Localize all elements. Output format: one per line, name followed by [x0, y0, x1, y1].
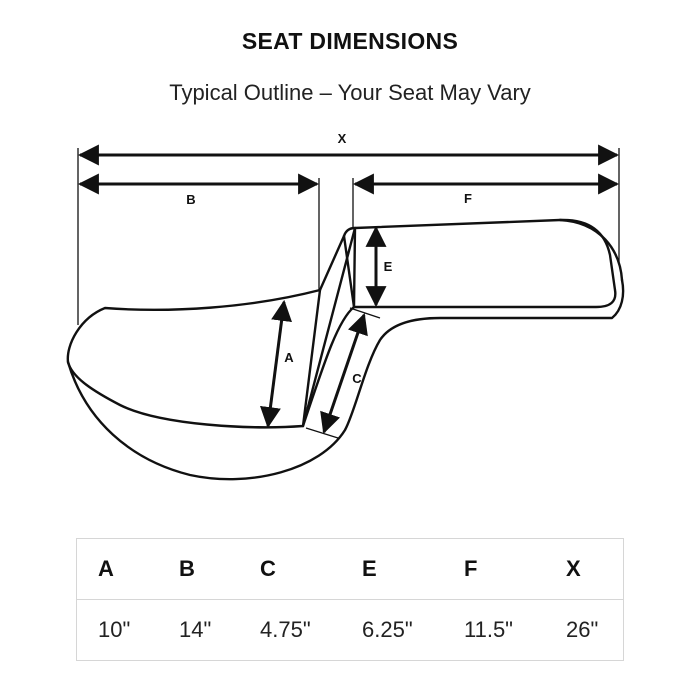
- value-cell-c: 4.75": [260, 617, 311, 642]
- dimensions-table: [76, 538, 624, 661]
- header-cell-a: A: [98, 556, 114, 581]
- seat-outline: [68, 220, 623, 479]
- dim-f-label: F: [464, 191, 472, 206]
- header-cell-f: F: [464, 556, 478, 581]
- seat-pillion: [354, 220, 615, 307]
- value-cell-f: 11.5": [464, 617, 513, 642]
- dim-e-label: E: [383, 259, 393, 274]
- header-cell-e: E: [362, 556, 377, 581]
- value-cell-x: 26": [566, 617, 599, 642]
- dim-a-label: A: [284, 350, 294, 365]
- dim-b-label: B: [186, 192, 196, 207]
- header-cell-x: X: [566, 556, 581, 581]
- value-cell-b: 14": [179, 617, 212, 642]
- dim-x-label: X: [337, 131, 347, 146]
- ext-c-bottom: [306, 428, 338, 438]
- page-subtitle: Typical Outline – Your Seat May Vary: [169, 80, 531, 105]
- dimensions-value-row: [77, 600, 623, 660]
- extension-lines: [78, 148, 619, 438]
- dimension-arrows: [80, 155, 617, 432]
- value-cell-e: 6.25": [362, 617, 413, 642]
- dim-c-label: C: [352, 371, 362, 386]
- dimensions-header-row: [77, 539, 623, 600]
- page-title: SEAT DIMENSIONS: [241, 28, 459, 54]
- value-cell-a: 10": [98, 617, 131, 642]
- header-cell-c: C: [260, 556, 276, 581]
- dim-a-arrow: [268, 302, 284, 426]
- header-cell-b: B: [179, 556, 195, 581]
